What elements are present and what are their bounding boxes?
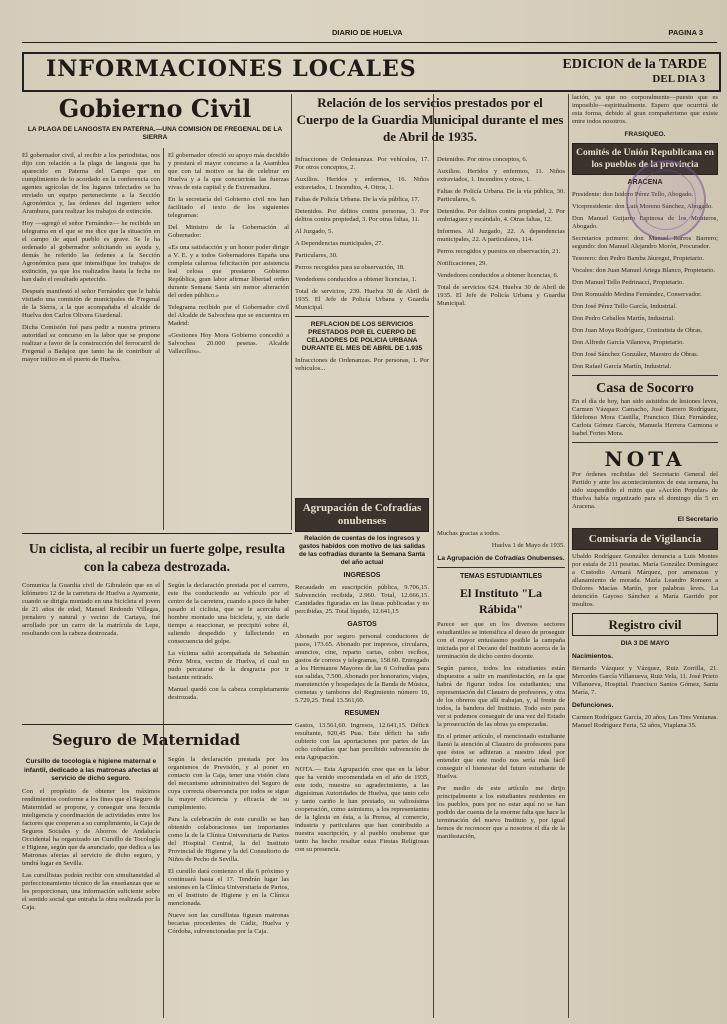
newspaper-name: DIARIO DE HUELVA (332, 28, 403, 37)
ciclista-header (22, 533, 292, 580)
section-banner (22, 52, 721, 92)
stat-line: Perros recogidos y puestos en observación, 21. (437, 248, 561, 255)
article-paragraph: El cursillo dará comienzo el día 6 próximo y continuará hasta el 17. Tendrán lugar las sesiones en la Clínica Universitaria de Partos, en el Instituto de Higiene y en la Clínica mencionada. (168, 868, 289, 907)
guardia-col-1 (295, 156, 429, 530)
ciclista-title: Un ciclista, al recibir un fuerte golpe, resulta con la cabeza destrozada. (28, 541, 286, 574)
instituto-title: El Instituto "La Rábida" (459, 586, 542, 616)
guardia-title: Relación de los servicios prestados por el Cuerpo de la Guardia Municipal durante el mes de Abril de 1935. (296, 95, 564, 144)
stat-line: Infracciones de Ordenanzas. Por personas, 1. Por vehículos... (295, 357, 429, 372)
instituto-kicker: TEMAS ESTUDIANTILES (459, 573, 543, 580)
resumen-heading: RESUMEN (344, 710, 380, 717)
stat-line: Detenidos. Por delitos contra propiedad, 2. Por embriaguez y escándalo, 4. Otras faltas, 12. (437, 208, 565, 223)
article-paragraph: Con el propósito de obtener los máximos rendimientos conforme a los fines que el Seguro de Maternidad se propone, y conseguir una fecunda inteligencia y coordinación de actividades entre los factores que cooperan a su cumplimiento, la Caja de Seguros Sociales y de Ahorros de Andalucía Occidental ha organizado un Cursillo de Tocología e Higiene, según que da anunciado, que dedica a las Matronas afectas al servicio de dicho seguro, y tendrá lugar en Sevilla. (22, 787, 160, 867)
article-paragraph: Del Ministro de la Gobernación al Gobernador: (168, 224, 289, 239)
article-paragraph: En el primer artículo, el mencionado estudiante llamó la atención al Claustro de profesores para que éstos se adhieran a nuestro ideal por entender que este modo nos sería más fácil conseguir el bienestar del futuro estudiante de Huelva. (437, 733, 565, 780)
defunciones-text: Carmen Rodríguez García, 20 años, Las Tres Ventanas. Manuel Rodríguez Feria, 52 años, Viaplana 35. (572, 714, 718, 729)
comite-member: Don Rafael García Martín, Industrial. (572, 363, 672, 370)
archive-stamp (626, 160, 706, 240)
gastos-text: Abonado por seguro personal conductores de pasos, 173.65. Abonado por impresos, circulares, anuncios, cine, reparto cartas, cobro recibos, gastos de correos y telegramas, 158.60. Entregado a los Hermanos Mayores de las 6 Cofradías para sus salidas, 7.500. Abonado por honorarios, viajes, manutención y hospedajes de la Banda de Música, cornetas y tambores del Regimiento número 16, 5.729,25. Total 13.561,60. (295, 633, 429, 704)
stat-line: Total de servicios, 239. Huelva 30 de Abril de 1935. El Jefe de Policía Urbana y Guardia Municipal. (295, 288, 429, 311)
article-paragraph: Telegrama recibido por el Gobernador civil del Alcalde de Salvochea que se encuentra en Madrid: (168, 304, 289, 327)
nacimientos-text: Bernardo Vázquez y Vázquez, Ruiz Zorrilla, 21. Mercedes García Villanueva, Ruiz Vela, 11. José Prieto Villanueva, Hospital. Francisco Santos Gómez, Santa María, 7. (572, 665, 718, 696)
cofradias-continued: Muchas gracias a todos. (437, 530, 501, 537)
gastos-heading: GASTOS (347, 621, 377, 628)
column-rule (163, 580, 164, 1018)
article-paragraph: «Gestiones Hoy Mora Gobierno concedió a Salvochea 20.000 pesetas. Alcalde Vallecillos». (168, 332, 289, 355)
gobierno-subtitle: LA PLAGA DE LANGOSTA EN PATERNA.—UNA COMISION DE FREGENAL DE LA SIERRA (27, 126, 283, 141)
cofradias-date: Huelva 1 de Mayo de 1935. (491, 542, 565, 549)
page-header (22, 28, 717, 38)
stat-line: Informes. Al Juzgado, 22. A dependencias municipales, 22. A particulares, 114. (437, 228, 565, 243)
nota-text: NOTA.— Esta Agrupación cree que en la labor que ha venido encomendada en el año de 1935, este todo, muestra su agradecimiento, a las dignísimas Autoridades de Huelva, que tanto celo y tanto cariño le han prestado, su valiosísima cooperación, como asimismo, a los representantes de la Iglesia en ésta, a la Prensa, al comercio, industria y particulares que han contribuido a nuestra suscripción, y al pueblo onubense que tanto ha hecho resaltar estas Fiestas Religiosas con su presencia. (295, 766, 429, 853)
article-paragraph: La víctima salió acompañada de Sebastián Pérez Mora, vecino de Huelva, el cual no pudo percatarse de la desgracia por ir bastante retirado. (168, 650, 289, 681)
comite-member: Don Romualdo Medina Fernández, Conservador. (572, 291, 702, 298)
edition-label: EDICION de la TARDE (562, 57, 707, 72)
stat-line: Infracciones de Ordenanzas. Por vehículos, 17. Por otros conceptos, 2. (295, 156, 429, 171)
stat-line: A Dependencias municipales, 27. (295, 240, 384, 247)
comite-title: Comités de Unión Republicana en los pueblos de la provincia (576, 148, 714, 170)
stat-line: Faltas de Policía Urbana. De la vía pública, 30. Particulares, 6. (437, 188, 565, 203)
column-rule (433, 94, 434, 1018)
cofradias-signature: La Agrupación de Cofradías Onubenses. (437, 555, 565, 562)
instituto-signer: FRASIQUEO. (624, 131, 666, 138)
article-paragraph: Nueve son las cursillistas figuran matronas becarias procedentes de Cádiz, Huelva y Córdoba, subvencionadas por la Caja. (168, 912, 289, 935)
comite-member: Vicepresidente: don Luis Moreno Sánchez, Abogado. (572, 203, 713, 210)
article-paragraph: Después manifestó el señor Fernández que le había visitado una comisión de municipales de Fregenal de la Sierra, a la que acompañaba el alcalde de Huelva don Carlos Olivera Giardenal. (22, 288, 160, 319)
article-paragraph: Según la declaración prestada por el carrero, este iba conduciendo su vehículo por el centro de la carretera, cuando a poco de haber pasado el ciclista, que se le acercaba al hombre montado una bicicleta, y, sin darle tiempo a reaccionar, se precipitó sobre él, saliendo despedido y falleciendo en consecuencia del golpe. (168, 582, 289, 645)
ingresos-heading: INGRESOS (343, 572, 381, 579)
stat-line: Detenidos. Por otros conceptos, 6. (437, 156, 528, 163)
comite-member: Don Manuel Guijarro Espinosa de los Monteros, Abogado. (572, 215, 718, 230)
article-paragraph: Dicha Comisión fué para pedir a nuestra primera autoridad su concurso en la labor que se propone realizar a favor de la construcción del ferrocarril de Fregenal a Badajoz que tanto ha de contribuir al mayor tráfico en el puerto de Huelva. (22, 324, 160, 363)
instituto-continued: lación, ya que no corporalmente—puesto que es imposible—espiritualmente. Espero que ocurrirá de esta forma, debido al gran compañerismo que existe entre todos nosotros. (572, 94, 718, 125)
seguro-subtitle: Cursillo de tocología e higiene maternal e infantil, dedicado a las matronas afectas al servicio de dicho seguro. (23, 758, 159, 782)
stat-line: Auxilios. Heridos y enfermos, 11. Niños extraviados, 1. Incendios y otros, 1. (437, 168, 565, 183)
article-paragraph: El gobernador civil, al recibir a los periodistas, nos dijo con relación a la plaga de langosta que ha aparecido en Paterna del Campo que en cumplimiento de lo acordado en la conferencia con agentes agrícolas de los lugares infectados se ha enviado un equipo perteneciente a la Sección Agronómica y, las órdenes del ingeniero señor Arambura, para realizar los trabajos de extinción. (22, 152, 160, 215)
comite-member: Secretarios primero: don Manuel Barros Barrero; segundo: don Manuel Alejandro Morón, Procurador. (572, 235, 718, 250)
instituto-column (437, 530, 565, 1018)
vigilancia-title-box (572, 528, 718, 550)
cofradias-article (295, 498, 429, 1018)
cofradias-title: Agrupación de Cofradías onubenses (302, 502, 422, 527)
defunciones-heading: Defunciones. (572, 702, 614, 709)
comite-member: Presidente: don Isidoro Pérez Tello, Abogado. (572, 191, 694, 198)
comite-member: Don José Pérez Tello García, Industrial. (572, 303, 678, 310)
registro-date: DIA 3 DE MAYO (620, 640, 670, 647)
stat-line: Perros recogidos para su observación, 18. (295, 264, 405, 271)
column-rule (291, 94, 292, 530)
stat-line: Detenidos. Por delitos contra personas, 3. Por delitos contra propiedad, 3. Por otras faltas, 11. (295, 208, 429, 223)
ciclista-col-2 (168, 582, 289, 722)
nacimientos-heading: Nacimientos. (572, 653, 614, 660)
seguro-col-2 (168, 756, 289, 1018)
registro-title: Registro civil (608, 617, 682, 632)
guardia-col-2 (437, 156, 565, 530)
stat-line: Al Juzgado, 5. (295, 228, 334, 235)
stat-line: Faltas de Policía Urbana. De la vía pública, 17. (295, 196, 420, 203)
comite-member: Tesorero: don Pedro Bamba Jáuregui, Propietario. (572, 255, 704, 262)
article-paragraph: Comunica la Guardia civil de Gibraleón que en el kilómetro 12 de la carretera de Huelva a Ayamonte, cuando se dirigía montado en una bicicleta el joven de 21 años de edad, Manuel Redondo Villegas, jornalero y natural y vecino de Cartaya, fué arrollado por un carro de la matrícula de Lepe, resultando con la cabeza destrozada. (22, 582, 160, 637)
page-number: PAGINA 3 (668, 28, 703, 37)
socorro-text: En el día de hoy, han sido asistidos de lesiones leves, Carmen Vázquez Camacho, José Barrero Rodríguez, Ildefonso Mora Castilla, Francisco Díaz Fernández, Carlota Gómez Garcés, Manuela Herrera Carmona e Isabel Fortes Mora. (572, 398, 718, 437)
cofradias-subtitle: Relación de cuentas de los ingresos y gastos habidos con motivo de las salidas de las cofradías durante la Semana Santa del año actual (298, 535, 426, 566)
comite-member: Vocales: don Juan Manuel Artega Blanco, Propietario. (572, 267, 716, 274)
stat-line: Vendedores conducidos a obtener licencias, 6. (437, 272, 559, 279)
comite-town: ARACENA (627, 179, 663, 186)
nota-body: Por órdenes recibidas del Secretario General del Partido y ante los acontecimientos de esta semana, ha sido suspendido el mitin que «Acción Popular» de Huelva había organizado para el domingo día 5 en Aracena. (572, 471, 718, 510)
section-title: INFORMACIONES LOCALES (46, 56, 417, 82)
edition-date: DEL DIA 3 (652, 73, 705, 85)
registro-title-box (572, 613, 718, 636)
comite-member: Don Manuel Tello Pedrinaccí, Propietario. (572, 279, 684, 286)
socorro-title: Casa de Socorro (596, 381, 694, 396)
gobierno-col-2 (168, 152, 289, 530)
column-rule (568, 94, 569, 1018)
vigilancia-text: Ubaldo Rodríguez González denuncia a Luis Montes por estafa de 211 pesetas. María González Domínguez a Custodio Armará Márquez, por amenazas y allanamiento de morada. María Leandro Romero a Dolores Macías Martín, por palabras leves. La detención Gayoso Sánchez a María Garrido por insultos. (572, 553, 718, 608)
article-paragraph: Parece ser que en los diversos sectores estudiantiles se intensifica el deseo de proseguir con el mayor entusiasmo posible la campaña iniciada por el Decano del Instituto acerca de la terminación de dicho centro docente. (437, 621, 565, 660)
gobierno-header (22, 94, 288, 148)
comite-member: Don Pedro Ceballos Martín, Industrial. (572, 315, 675, 322)
nota-signer: El Secretario (677, 516, 718, 523)
header-rule (22, 42, 717, 43)
article-paragraph: Por medio de este artículo me dirijo principalmente a los estudiantes residentes en los pueblos, pues por no estar aquí no se han podido dar cuenta de la enorme falta que hace la terminación del nuevo Instituto y, por igual hemos de reconocer que a nosotros el día de la manifestación, (437, 785, 565, 840)
article-paragraph: Según parece, todos los estudiantes están dispuestos a salir en manifestación, en la que habrá de figurar todos los estudiantes; una representación del Claustro de profesores, y otra de los obreros que allí trabajan, y, al frente de todos, la bandera del Instituto. Todo esto para ver si podemos conseguir de una vez del Estado la prosecución de las obras ya empezadas. (437, 665, 565, 728)
resumen-text: Gastos, 13.561,60. Ingresos, 12.641,15. Déficit resultante, 920,45 Ptas. Este déficit ha sido cubierto con las aportaciones por partes de las ocho cofradías que han percibido subvención de esta Agrupación. (295, 722, 429, 761)
cofradias-title-box (295, 498, 429, 532)
comite-member: Don José Sánchez González, Maestro de Obras. (572, 351, 699, 358)
stat-line: Particulares, 30. (295, 252, 338, 259)
comite-member: Don Alfredo García Vilanova, Propietario. (572, 339, 684, 346)
article-paragraph: Hoy —agregó el señor Fernández— he recibido un telegrama en el que se me dice que la situación en el campo de aquel pueblo es grave. Se le ha ordenado al gobernador solicitando su ayuda y, demás he referido las órdenes a la Sección Agronómica para que intensifique los trabajos de extinción, ya que los realizados hasta la fecha no han dado el resultado apetecido. (22, 220, 160, 283)
seguro-header (22, 724, 292, 755)
gobierno-title: Gobierno Civil (58, 94, 252, 123)
comite-member: Don Juan Moya Rodríguez, Contratista de Obras. (572, 327, 703, 334)
stat-line: Total de servicios 624. Huelva 30 de Abril de 1935. El Jefe de Policía Urbana y Guardia Municipal. (437, 284, 565, 307)
seguro-title: Seguro de Maternidad (52, 731, 241, 749)
ciclista-col-1 (22, 582, 160, 722)
seguro-col-1 (22, 756, 160, 1018)
article-paragraph: Manuel quedó con la cabeza completamente destrozada. (168, 686, 289, 701)
ingresos-text: Recaudado en suscripción pública, 9.706,15. Subvención recibida, 2.960. Total, 12.666,15. Cantidades figuradas en las listas publicadas y no percibidas, 25. Total líquido, 12.641,15 (295, 584, 429, 615)
stat-line: Auxilios. Heridos y enfermos, 16. Niños extraviados, 1. Incendios, 4. Otros, 1. (295, 176, 429, 191)
article-paragraph: «Es una satisfacción y un honor poder dirigir a V. E. y a todos Gobernadores España una completa calurosa felicitación por asistencia leal celosa que prestaron Gobierno República, gran labor afirmar libertad orden durante Semana Santa sin menor alteración del orden público.» (168, 244, 289, 299)
article-paragraph: Para la celebración de este cursillo se han obtenido colaboraciones tan importantes como la de la Clínica Universitaria de Partos del Hospital Central, la del Instituto Provincial de Higiene y la del Consultorio de Niños de Pecho de Sevilla. (168, 816, 289, 863)
article-paragraph: Según la declaración prestada por los organismos de Previsión, y al poner en contacto con la Caja, tener una visión clara del mecanismo administrativo del Seguro de cuya correcta observancia por todos se sigue la mayor eficiencia y eficacia de su cumplimiento. (168, 756, 289, 811)
stat-line: Vendedores conducidos a obtener licencias, 1. (295, 276, 417, 283)
vigilancia-title: Comisaría de Vigilancia (588, 533, 702, 545)
article-paragraph: El gobernador ofreció su apoyo más decidido y prestará el mayor concurso a la Asamblea que con tal motivo se ha de celebrar en Huelva y a la que concurrirán las fuerzas vivas de esta capital y de Extremadura. (168, 152, 289, 191)
guardia-header (295, 94, 565, 154)
gobierno-col-1 (22, 152, 160, 530)
article-paragraph: En la secretaría del Gobierno civil nos han facilitado el texto de los siguientes telegramas: (168, 196, 289, 219)
article-paragraph: Las cursillistas podrán recibir con simultaneidad al perfeccionamiento técnico de las enseñanzas que se les proporcionan, una información suficiente sobre el sentido social que entraña la obra realizada por la Caja. (22, 871, 160, 911)
celadores-title: REFLACION DE LOS SERVICIOS PRESTADOS POR EL CUERPO DE CELADORES DE POLICIA URBANA DURANTE EL MES DE ABRIL DE 1.935 (301, 321, 423, 352)
column-rule (163, 148, 164, 530)
stat-line: Notificaciones, 29. (437, 260, 487, 267)
nota-title: NOTA (604, 447, 686, 471)
